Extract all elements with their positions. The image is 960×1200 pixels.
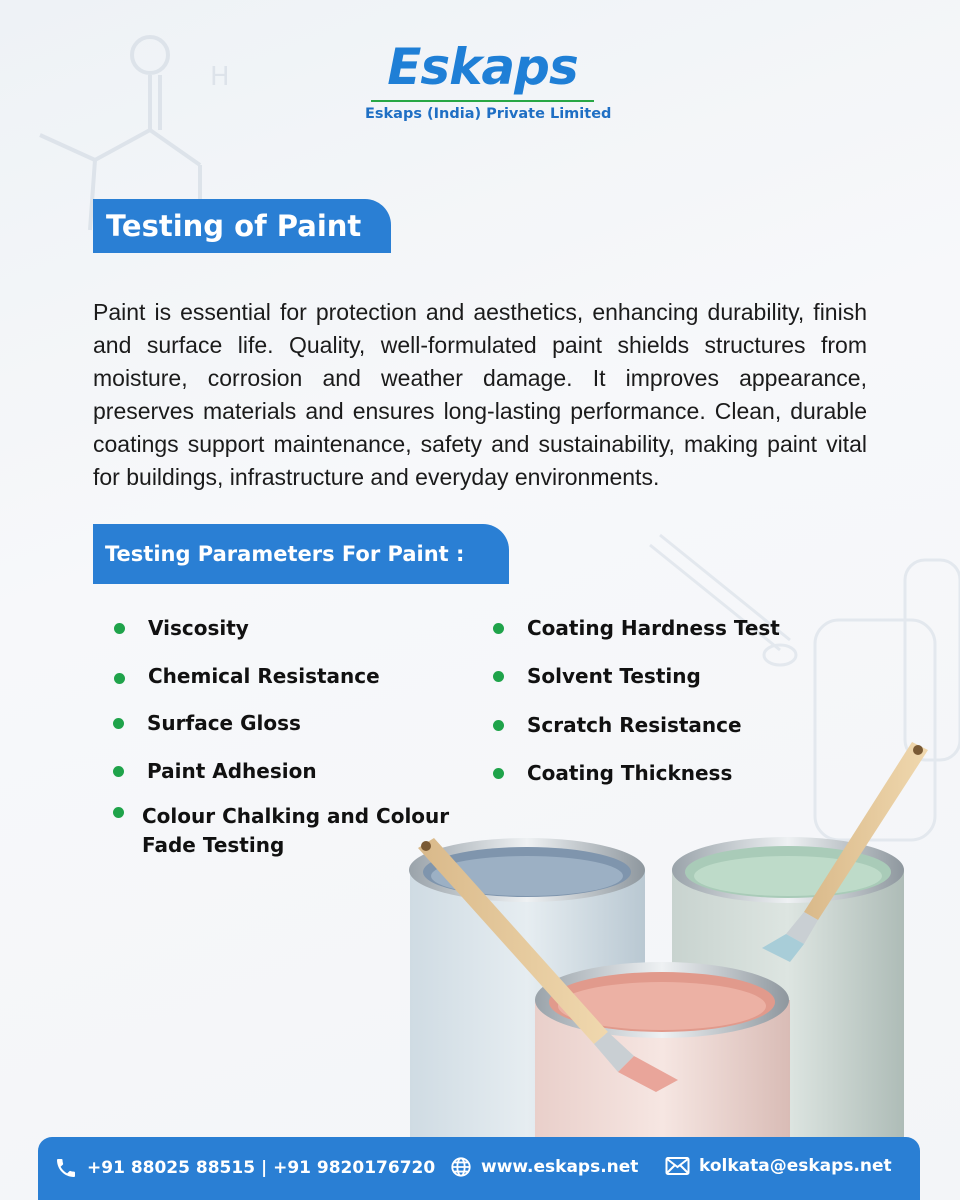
brand-subtitle: Eskaps (India) Private Limited xyxy=(365,106,612,122)
website-link: www.eskaps.net xyxy=(481,1157,639,1177)
mail-icon xyxy=(665,1156,690,1176)
paint-cans-illustration xyxy=(400,730,960,1150)
parameter-label: Fade Testing xyxy=(142,833,285,857)
parameter-item xyxy=(147,757,317,786)
bullet-icon xyxy=(493,623,504,634)
email-address: kolkata@eskaps.net xyxy=(699,1156,892,1176)
page-title: Testing of Paint xyxy=(93,199,391,253)
phone-contact[interactable] xyxy=(54,1156,435,1180)
brand-name: Eskaps xyxy=(387,38,578,96)
bullet-icon xyxy=(113,766,124,777)
bullet-icon xyxy=(113,718,124,729)
parameter-item xyxy=(147,709,301,738)
parameter-item-continued xyxy=(142,831,284,860)
paint-can-pink xyxy=(535,962,790,1150)
contact-footer xyxy=(38,1137,920,1200)
intro-paragraph: Paint is essential for protection and aesthetics, enhancing durability, finish and surface life. Quality, well-formulated paint shields structures from moisture, corrosion and weather damage. It improves appearance, preserves materials and ensures long-lasting performance. Clean, durable coatings support maintenance, safety and sustainability, making paint vital for buildings, infrastructure and everyday environments. xyxy=(93,299,867,490)
parameter-label: Colour Chalking and Colour xyxy=(142,804,450,828)
bullet-icon xyxy=(114,623,125,634)
brand-logo xyxy=(365,38,612,122)
website-contact[interactable] xyxy=(450,1156,638,1178)
svg-text:H: H xyxy=(210,62,230,92)
parameter-item xyxy=(527,662,701,691)
parameter-item xyxy=(148,662,380,691)
parameter-label: Coating Hardness Test xyxy=(527,616,780,640)
parameter-item xyxy=(527,614,780,643)
globe-icon xyxy=(450,1156,472,1178)
phone-icon xyxy=(54,1156,78,1180)
email-contact[interactable] xyxy=(665,1156,892,1176)
parameter-label: Viscosity xyxy=(148,616,249,640)
parameter-label: Scratch Resistance xyxy=(527,713,742,737)
bullet-icon xyxy=(113,807,124,818)
parameter-label: Surface Gloss xyxy=(147,711,301,735)
parameter-label: Paint Adhesion xyxy=(147,759,317,783)
parameter-label: Solvent Testing xyxy=(527,664,701,688)
logo-divider xyxy=(371,100,594,102)
parameter-label: Coating Thickness xyxy=(527,761,733,785)
bullet-icon xyxy=(114,673,125,684)
bullet-icon xyxy=(493,671,504,682)
parameter-label: Chemical Resistance xyxy=(148,664,380,688)
phone-numbers: +91 88025 88515 | +91 9820176720 xyxy=(87,1158,436,1178)
parameters-heading: Testing Parameters For Paint : xyxy=(93,524,509,584)
parameter-item xyxy=(148,614,249,643)
